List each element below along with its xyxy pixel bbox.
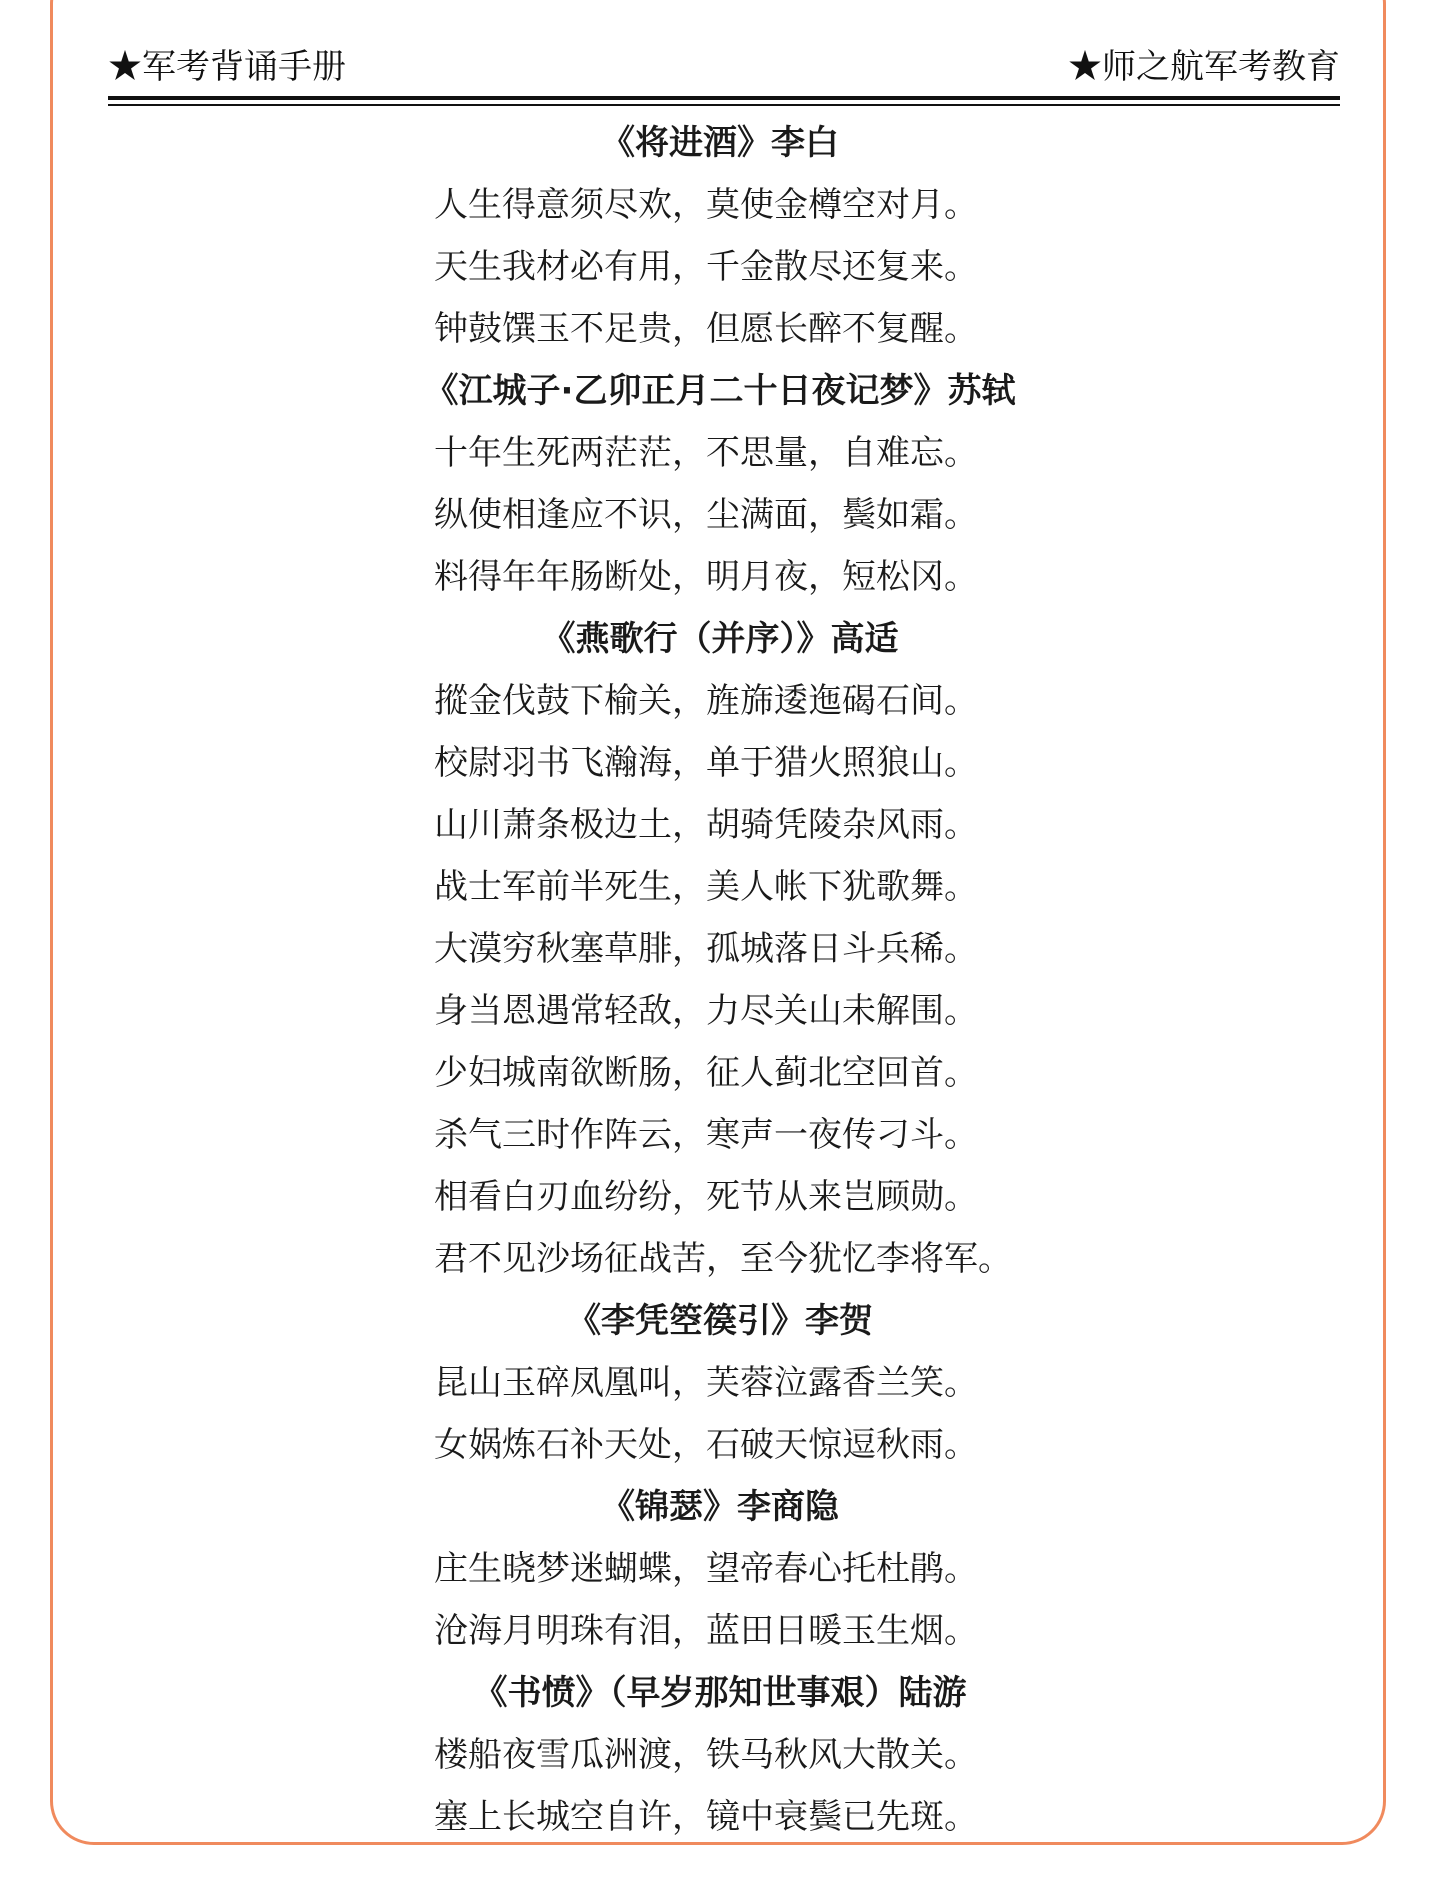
poem-title: 《锦瑟》李商隐	[601, 1487, 839, 1527]
poem-list	[0, 112, 1440, 1848]
poem-line: 摐金伐鼓下榆关，旌旆逶迤碣石间。	[434, 681, 978, 721]
poem-line: 身当恩遇常轻敌，力尽关山未解围。	[434, 991, 978, 1031]
poem-line: 昆山玉碎凤凰叫，芙蓉泣露香兰笑。	[434, 1363, 978, 1403]
poem-line: 君不见沙场征战苦，至今犹忆李将军。	[434, 1239, 1012, 1279]
poem-line: 钟鼓馔玉不足贵，但愿长醉不复醒。	[434, 309, 978, 349]
header-rule-thick	[108, 96, 1340, 100]
poem-title: 《书愤》（早岁那知世事艰）陆游	[473, 1673, 967, 1713]
poem-line: 沧海月明珠有泪，蓝田日暖玉生烟。	[434, 1611, 978, 1651]
poem-title: 《李凭箜篌引》李贺	[567, 1301, 873, 1341]
poem-title: 《将进酒》李白	[601, 123, 839, 163]
poem-line: 人生得意须尽欢，莫使金樽空对月。	[434, 185, 978, 225]
poem-title: 《江城子·乙卯正月二十日夜记梦》苏轼	[424, 371, 1016, 411]
poem-line: 校尉羽书飞瀚海，单于猎火照狼山。	[434, 743, 978, 783]
poem-line: 庄生晓梦迷蝴蝶，望帝春心托杜鹃。	[434, 1549, 978, 1589]
poem-line: 纵使相逢应不识，尘满面，鬓如霜。	[434, 495, 978, 535]
page-header	[108, 44, 1340, 90]
poem-line: 战士军前半死生，美人帐下犹歌舞。	[434, 867, 978, 907]
poem-title: 《燕歌行（并序）》高适	[541, 619, 899, 659]
header-left-title: ★军考背诵手册	[108, 47, 346, 87]
poem-line: 十年生死两茫茫，不思量，自难忘。	[434, 433, 978, 473]
poem-line: 料得年年肠断处，明月夜，短松冈。	[434, 557, 978, 597]
poem-line: 相看白刃血纷纷，死节从来岂顾勋。	[434, 1177, 978, 1217]
poem-line: 山川萧条极边土，胡骑凭陵杂风雨。	[434, 805, 978, 845]
poem-line: 杀气三时作阵云，寒声一夜传刁斗。	[434, 1115, 978, 1155]
poem-line: 大漠穷秋塞草腓，孤城落日斗兵稀。	[434, 929, 978, 969]
poem-line: 女娲炼石补天处，石破天惊逗秋雨。	[434, 1425, 978, 1465]
poem-line: 楼船夜雪瓜洲渡，铁马秋风大散关。	[434, 1735, 978, 1775]
poem-line: 塞上长城空自许，镜中衰鬓已先斑。	[434, 1797, 978, 1837]
header-right-title: ★师之航军考教育	[1068, 47, 1340, 87]
poem-line: 少妇城南欲断肠，征人蓟北空回首。	[434, 1053, 978, 1093]
poem-line: 天生我材必有用，千金散尽还复来。	[434, 247, 978, 287]
header-rule-thin	[108, 104, 1340, 106]
